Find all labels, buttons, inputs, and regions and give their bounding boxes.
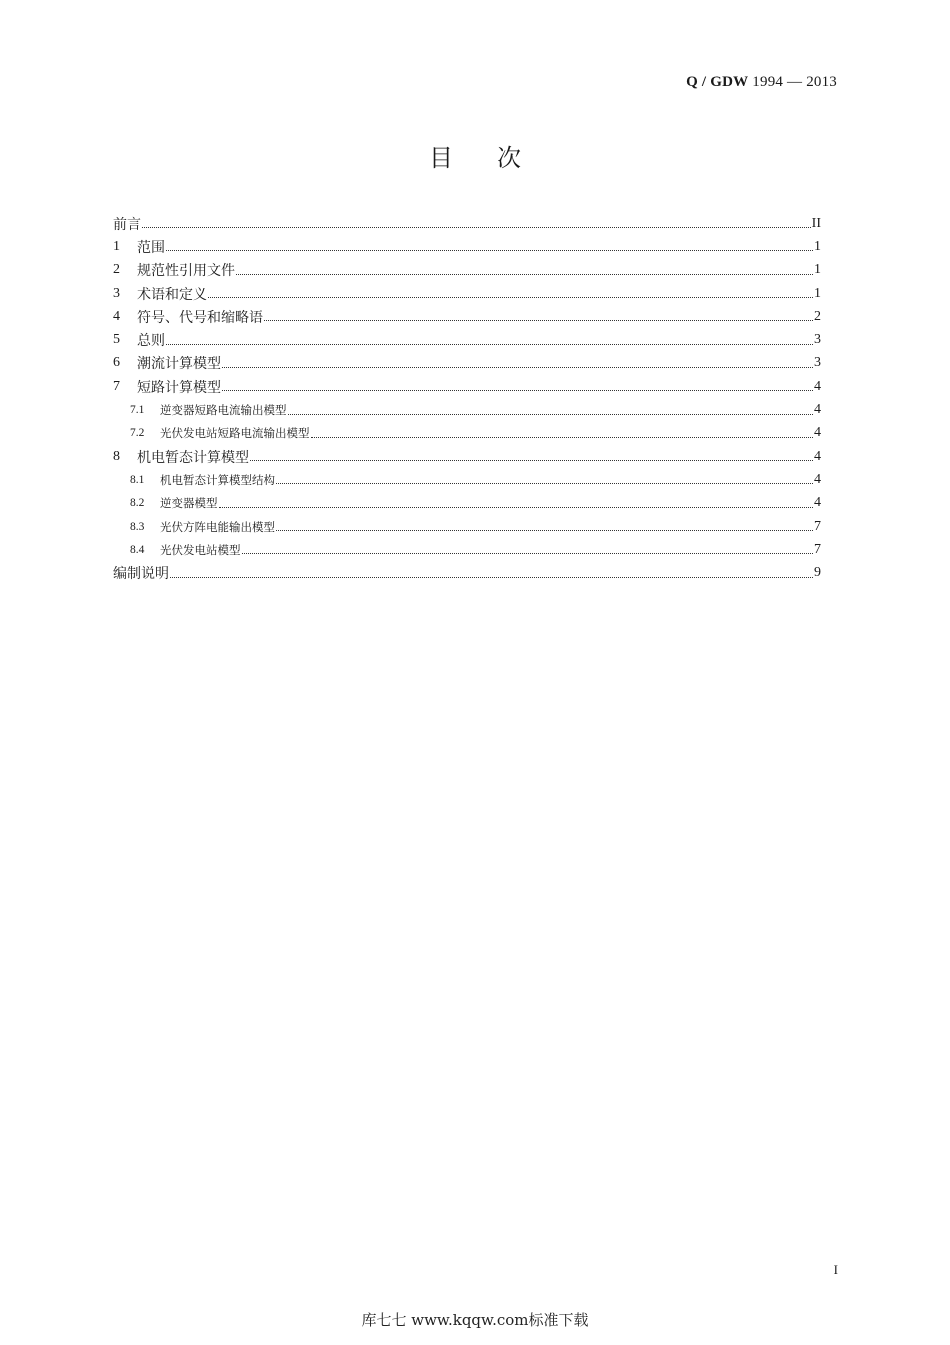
toc-entry-page: 7: [814, 541, 821, 557]
toc-entry-number: 3: [113, 285, 120, 301]
toc-entry[interactable]: [113, 561, 821, 584]
toc-dot-leader: [142, 227, 811, 228]
toc-entry-title: 前言: [113, 216, 141, 233]
toc-dot-leader: [276, 483, 813, 484]
toc-entry-page: 4: [814, 378, 821, 394]
toc-entry-title: 机电暂态计算模型结构: [160, 472, 275, 487]
toc-entry-page: II: [811, 215, 821, 231]
toc-dot-leader: [264, 320, 813, 321]
toc-entry-number: 8.4: [130, 543, 145, 556]
toc-entry-title: 符号、代号和缩略语: [137, 309, 263, 326]
toc-entry-number: 8: [113, 448, 120, 464]
toc-entry[interactable]: [113, 492, 821, 515]
toc-entry-title: 术语和定义: [137, 286, 207, 303]
toc-dot-leader: [242, 553, 814, 554]
toc-dot-leader: [288, 414, 814, 415]
toc-entry[interactable]: [113, 352, 821, 375]
toc-entry[interactable]: [113, 305, 821, 328]
page-number: I: [833, 1262, 838, 1277]
toc-entry-page: 9: [814, 565, 821, 581]
toc-entry-page: 1: [814, 238, 821, 254]
toc-entry-title: 光伏方阵电能输出模型: [160, 519, 275, 534]
toc-entry-number: 8.3: [130, 520, 145, 533]
toc-entry[interactable]: [113, 235, 821, 258]
toc-entry-page: 1: [814, 285, 821, 301]
toc-entry-page: 4: [814, 425, 821, 441]
toc-dot-leader: [208, 297, 813, 298]
toc-entry-page: 3: [814, 355, 821, 371]
page-title: 目次: [429, 144, 565, 172]
toc-entry-title: 潮流计算模型: [137, 356, 221, 373]
toc-entry-page: 3: [814, 332, 821, 348]
toc-entry-page: 4: [814, 471, 821, 487]
standard-code-suffix: 1994 — 2013: [752, 74, 837, 90]
toc-entry-title: 逆变器短路电流输出模型: [160, 403, 287, 418]
toc-entry-title: 光伏发电站模型: [160, 542, 241, 557]
toc-entry[interactable]: [113, 398, 821, 421]
toc-dot-leader: [222, 390, 813, 391]
toc-entry-number: 1: [113, 238, 120, 254]
toc-dot-leader: [170, 577, 813, 578]
toc-entry[interactable]: [113, 445, 821, 468]
toc-entry[interactable]: [113, 422, 821, 445]
standard-code: [686, 74, 837, 91]
toc-entry-title: 机电暂态计算模型: [137, 449, 249, 466]
toc-entry-number: 2: [113, 262, 120, 278]
toc-entry-page: 4: [814, 448, 821, 464]
toc-entry[interactable]: [113, 375, 821, 398]
toc-entry-title: 编制说明: [113, 566, 169, 583]
toc-entry-number: 5: [113, 332, 120, 348]
toc-entry-number: 8.1: [130, 473, 145, 486]
toc-entry-title: 范围: [137, 239, 165, 256]
toc-entry-title: 逆变器模型: [160, 496, 218, 511]
toc-entry-number: 7.1: [130, 404, 145, 417]
toc-entry-title: 短路计算模型: [137, 379, 221, 396]
toc-entry[interactable]: [113, 515, 821, 538]
toc-entry-page: 4: [814, 402, 821, 418]
toc-dot-leader: [166, 250, 813, 251]
toc-entry-number: 8.2: [130, 497, 145, 510]
toc-entry[interactable]: [113, 328, 821, 351]
toc-entry[interactable]: [113, 212, 821, 235]
toc-entry[interactable]: [113, 282, 821, 305]
toc-dot-leader: [236, 274, 813, 275]
toc-entry-title: 总则: [137, 333, 165, 350]
toc-entry-title: 规范性引用文件: [137, 263, 235, 280]
toc-dot-leader: [219, 507, 814, 508]
toc-entry-page: 1: [814, 262, 821, 278]
toc-entry-page: 2: [814, 308, 821, 324]
toc-entry-number: 6: [113, 355, 120, 371]
toc-entry[interactable]: [113, 468, 821, 491]
standard-code-prefix: Q / GDW: [686, 74, 749, 90]
table-of-contents: [113, 212, 821, 585]
toc-dot-leader: [166, 344, 813, 345]
toc-dot-leader: [311, 437, 814, 438]
toc-dot-leader: [276, 530, 813, 531]
toc-entry-page: 7: [814, 518, 821, 534]
toc-dot-leader: [250, 460, 813, 461]
toc-entry-number: 4: [113, 308, 120, 324]
toc-entry-page: 4: [814, 495, 821, 511]
toc-dot-leader: [222, 367, 813, 368]
toc-entry-title: 光伏发电站短路电流输出模型: [160, 426, 310, 441]
footer-watermark: 库七七 www.kqqw.com标准下载: [361, 1311, 589, 1329]
toc-entry[interactable]: [113, 538, 821, 561]
toc-entry-number: 7.2: [130, 427, 145, 440]
toc-entry-number: 7: [113, 378, 120, 394]
toc-entry[interactable]: [113, 259, 821, 282]
